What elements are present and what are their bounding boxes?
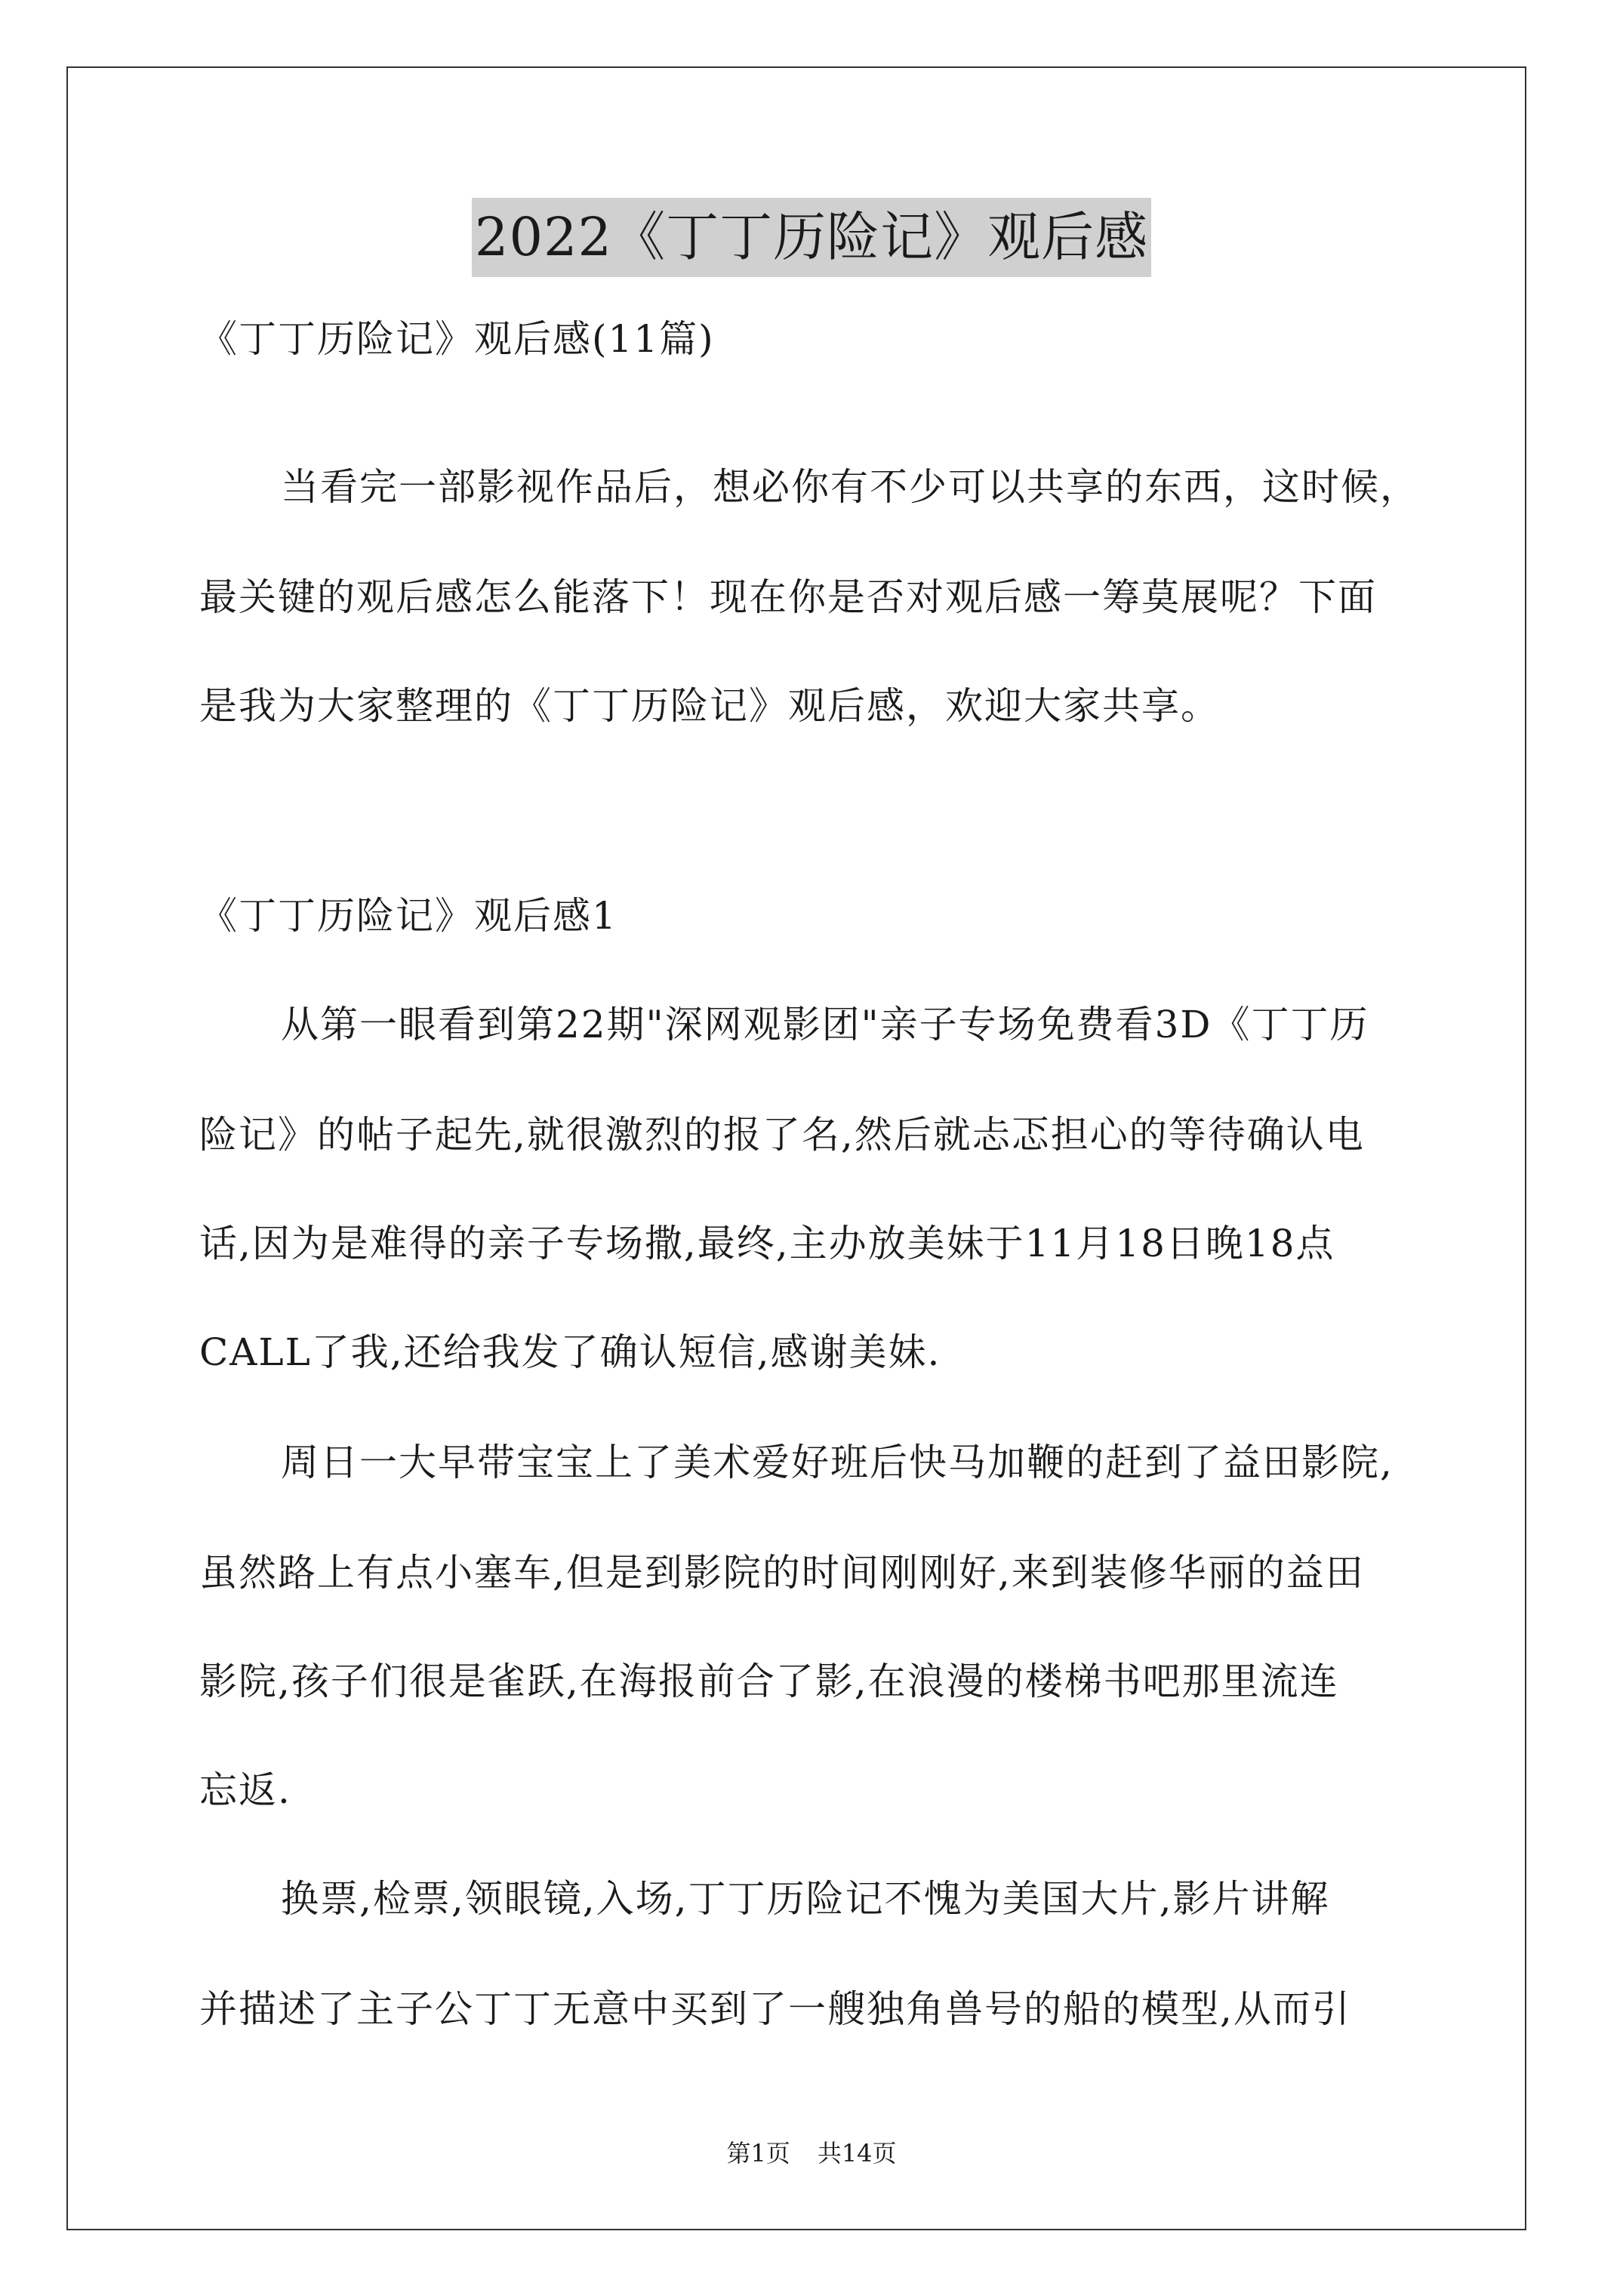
section-heading: 《丁丁历险记》观后感1 [199,894,617,938]
paragraph3-line-2: 并描述了主子公丁丁无意中买到了一艘独角兽号的船的模型,从而引 [199,1987,1351,2031]
intro-line-1: 当看完一部影视作品后，想必你有不少可以共享的东西，这时候， [281,465,1419,509]
paragraph2-line-3: 影院,孩子们很是雀跃,在海报前合了影,在浪漫的楼梯书吧那里流连 [199,1660,1339,1703]
paragraph1-line-1: 从第一眼看到第22期"深网观影团"亲子专场免费看3D《丁丁历 [281,1003,1369,1046]
paragraph3-line-1: 换票,检票,领眼镜,入场,丁丁历险记不愧为美国大片,影片讲解 [281,1877,1330,1921]
page-number-current: 第1页 [726,2139,790,2168]
paragraph1-line-4: CALL了我,还给我发了确认短信,感谢美妹. [199,1330,941,1374]
paragraph1-line-2: 险记》的帖子起先,就很激烈的报了名,然后就忐忑担心的等待确认电 [199,1113,1365,1157]
paragraph2-line-1: 周日一大早带宝宝上了美术爱好班后快马加鞭的赶到了益田影院, [281,1441,1394,1484]
document-title-block [0,198,1623,277]
paragraph2-line-2: 虽然路上有点小塞车,但是到影院的时间刚刚好,来到装修华丽的益田 [199,1551,1365,1595]
paragraph1-line-3: 话,因为是难得的亲子专场撒,最终,主办放美妹于11月18日晚18点 [199,1222,1335,1265]
page-number-total: 共14页 [817,2139,897,2168]
intro-line-2: 最关键的观后感怎么能落下！现在你是否对观后感一筹莫展呢？下面 [199,575,1377,619]
document-subtitle: 《丁丁历险记》观后感(11篇) [199,317,715,361]
intro-line-3: 是我为大家整理的《丁丁历险记》观后感，欢迎大家共享。 [199,684,1220,728]
page-footer [0,2138,1623,2168]
paragraph2-line-4: 忘返. [199,1768,291,1812]
document-title: 2022《丁丁历险记》观后感 [472,198,1151,277]
